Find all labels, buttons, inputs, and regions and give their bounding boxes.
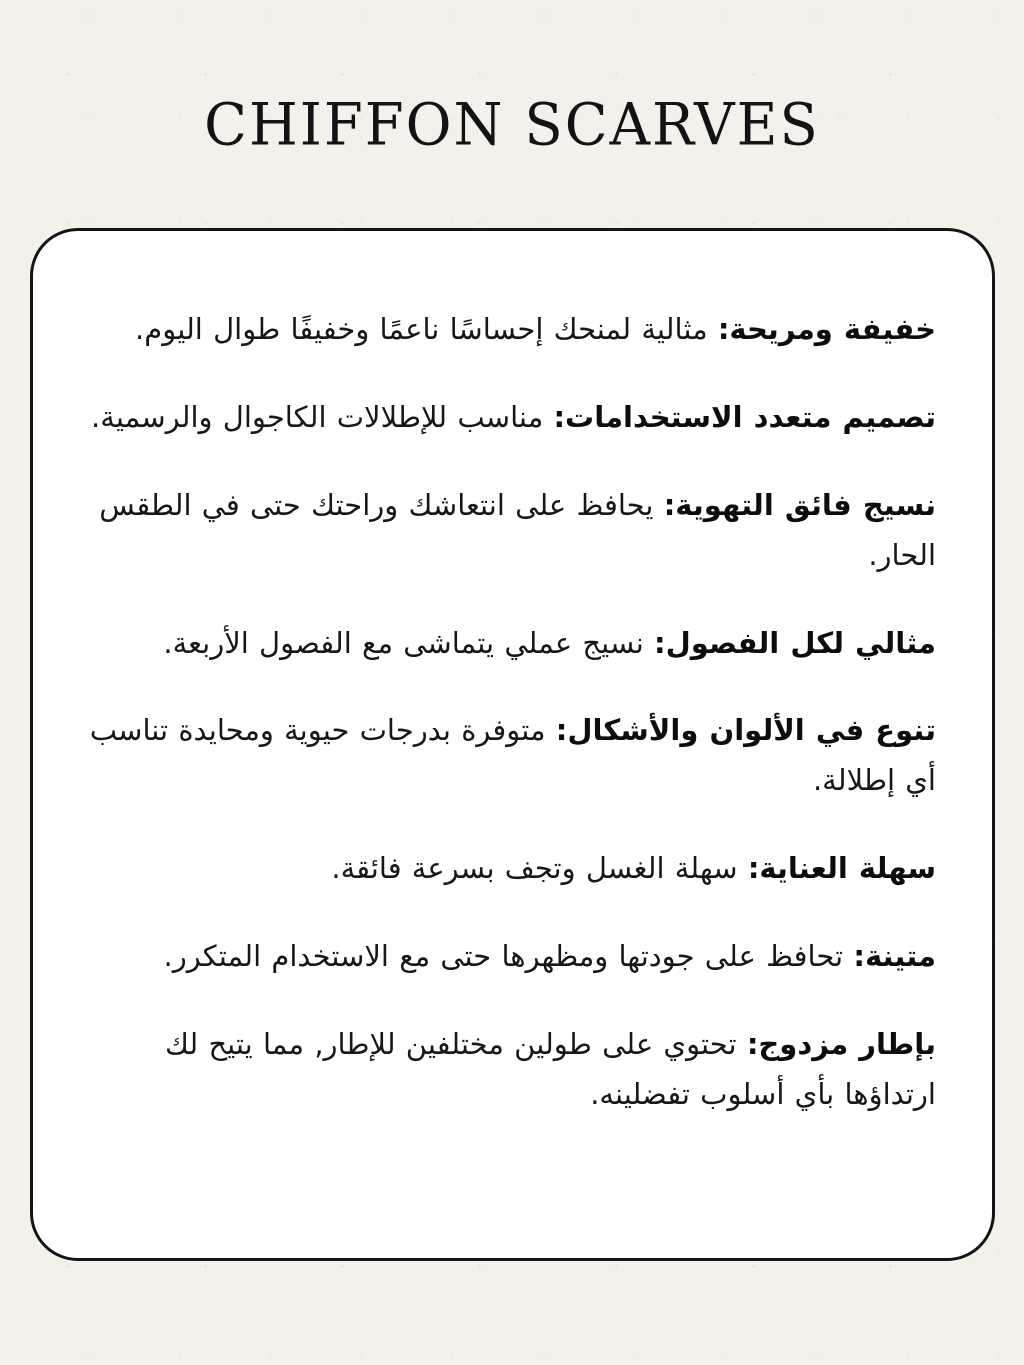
feature-label: خفيفة ومريحة: (717, 312, 936, 346)
feature-item-durable (87, 932, 936, 982)
feature-item-double-hem (87, 1020, 936, 1120)
feature-item-breathable-fabric (87, 481, 936, 581)
feature-label: سهلة العناية: (747, 851, 936, 886)
feature-text: يحافظ على انتعاشك وراحتك حتى في الطقس الحار. (99, 487, 936, 572)
feature-label: بإطار مزدوج: (746, 1026, 936, 1061)
feature-text: متوفرة بدرجات حيوية ومحايدة تناسب أي إطلالة. (89, 713, 936, 798)
page-title: CHIFFON SCARVES (204, 91, 820, 160)
feature-item-all-seasons (87, 619, 936, 669)
feature-text: نسيج عملي يتماشى مع الفصول الأربعة. (163, 625, 644, 660)
feature-label: تصميم متعدد الاستخدامات: (553, 399, 936, 434)
feature-label: تنوع في الألوان والأشكال: (555, 713, 936, 748)
feature-text: تحتوي على طولين مختلفين للإطار, مما يتيح لك ارتداؤها بأي أسلوب تفضلينه. (164, 1026, 936, 1111)
feature-item-color-variety (87, 706, 936, 806)
feature-item-versatile-design (87, 393, 936, 443)
feature-text: تحافظ على جودتها ومظهرها حتى مع الاستخدام المتكرر. (163, 939, 844, 973)
feature-text: مثالية لمنحك إحساسًا ناعمًا وخفيفًا طوال اليوم. (135, 312, 708, 346)
feature-label: متينة: (853, 939, 936, 973)
feature-item-easy-care (87, 844, 936, 894)
feature-text: سهلة الغسل وتجف بسرعة فائقة. (331, 851, 738, 886)
feature-label: مثالي لكل الفصول: (654, 625, 936, 660)
feature-item-light-comfortable (87, 305, 936, 355)
feature-label: نسيج فائق التهوية: (663, 487, 936, 522)
features-card (30, 228, 995, 1261)
feature-text: مناسب للإطلالات الكاجوال والرسمية. (91, 399, 544, 434)
